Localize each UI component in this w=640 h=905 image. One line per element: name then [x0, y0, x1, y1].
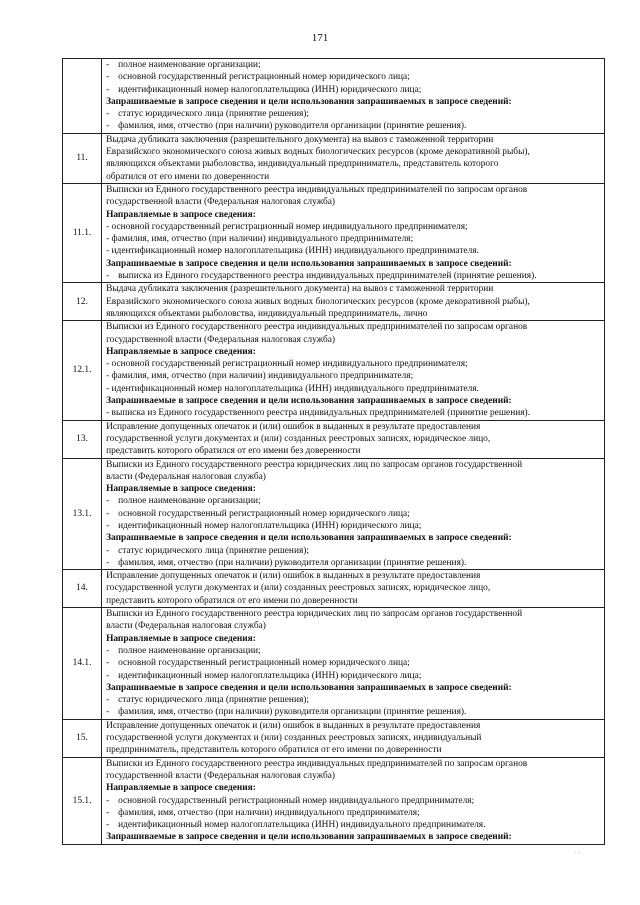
line-text: - основной государственный регистрационный номер индивидуального предпринимателя; — [106, 359, 468, 370]
table-row — [63, 183, 605, 282]
text-line — [106, 545, 600, 557]
table-row — [63, 283, 605, 321]
line-text: - фамилия, имя, отчество (при наличии) индивидуального предпринимателя; — [106, 371, 414, 382]
text-line — [106, 233, 600, 245]
text-line — [106, 694, 600, 706]
line-text: фамилия, имя, отчество (при наличии) руководителя организации (принятие решения). — [118, 707, 467, 718]
line-text: государственной услуги документах и (или) созданных реестровых записях, юридическое лицо, — [106, 583, 491, 594]
text-line — [106, 84, 600, 96]
line-text: Исправление допущенных опечаток и (или) ошибок в выданных в результате предоставления — [106, 421, 481, 432]
table-row — [63, 59, 605, 134]
line-text: Евразийского экономического союза живых водных биологических ресурсов (кроме декоративной рыбы), — [106, 147, 530, 158]
line-text: выписка из Единого государственного реестра индивидуальных предпринимателей (принятие решения). — [118, 271, 537, 282]
scan-artifact: . . — [574, 846, 580, 855]
section-heading — [106, 782, 600, 794]
section-heading — [106, 682, 600, 694]
line-text: государственной власти (Федеральная налоговая служба) — [106, 770, 336, 781]
line-text: Евразийского экономического союза живых водных биологических ресурсов (кроме декоративной рыбы), — [106, 296, 530, 307]
text-line — [106, 582, 600, 594]
line-text: основной государственный регистрационный номер индивидуального предпринимателя; — [118, 795, 475, 806]
text-line — [106, 570, 600, 582]
line-text: власти (Федеральная налоговая служба) — [106, 471, 266, 482]
text-line — [106, 108, 600, 120]
section-heading — [106, 209, 600, 221]
row-number: 13.1. — [63, 458, 102, 570]
section-heading — [106, 395, 600, 407]
row-description — [102, 420, 605, 458]
bullet-dash: - — [106, 84, 110, 95]
line-text: Направляемые в запросе сведения: — [106, 783, 256, 794]
text-line — [106, 421, 600, 433]
section-heading — [106, 633, 600, 645]
line-text: фамилия, имя, отчество (при наличии) руководителя организации (принятие решения). — [118, 557, 467, 568]
line-text: Выписки из Единого государственного реестра индивидуальных предпринимателей по запросам органов — [106, 758, 528, 769]
row-description — [102, 183, 605, 282]
text-line — [106, 807, 600, 819]
text-line — [106, 383, 600, 395]
bullet-dash: - — [106, 72, 110, 83]
text-line — [106, 471, 600, 483]
text-line — [106, 433, 600, 445]
line-text: Запрашиваемые в запросе сведения и цели использования запрашиваемых в запросе сведений: — [106, 396, 512, 407]
page-number: 171 — [311, 32, 329, 44]
line-text: фамилия, имя, отчество (при наличии) индивидуального предпринимателя; — [118, 807, 420, 818]
text-line — [106, 732, 600, 744]
table-row — [63, 321, 605, 420]
text-line — [106, 795, 600, 807]
line-text: основной государственный регистрационный номер юридического лица; — [118, 658, 410, 669]
text-line — [106, 196, 600, 208]
line-text: статус юридического лица (принятие решения); — [118, 695, 310, 706]
table-row — [63, 420, 605, 458]
row-number: 13. — [63, 420, 102, 458]
row-description — [102, 719, 605, 757]
text-line — [106, 321, 600, 333]
line-text: полное наименование организации; — [118, 60, 261, 70]
text-line — [106, 283, 600, 295]
text-line — [106, 744, 600, 756]
text-line — [106, 445, 600, 457]
text-line — [106, 520, 600, 532]
bullet-dash: - — [106, 795, 110, 806]
line-text: основной государственный регистрационный номер юридического лица; — [118, 508, 410, 519]
line-text: Выписки из Единого государственного реестра юридических лиц по запросам органов государственной — [106, 459, 523, 470]
text-line — [106, 657, 600, 669]
row-number: 12.1. — [63, 321, 102, 420]
line-text: - основной государственный регистрационный номер индивидуального предпринимателя; — [106, 221, 468, 232]
section-heading — [106, 831, 600, 843]
row-description — [102, 608, 605, 720]
line-text: государственной власти (Федеральная налоговая служба) — [106, 197, 336, 208]
row-number: 12. — [63, 283, 102, 321]
line-text: Направляемые в запросе сведения: — [106, 209, 256, 220]
text-line — [106, 495, 600, 507]
line-text: идентификационный номер налогоплательщика (ИНН) юридического лица; — [118, 84, 422, 95]
text-line — [106, 645, 600, 657]
line-text: Выписки из Единого государственного реестра юридических лиц по запросам органов государственной — [106, 609, 523, 620]
text-line — [106, 120, 600, 132]
text-line — [106, 59, 600, 71]
line-text: государственной услуги документах и (или) созданных реестровых записях, индивидуальный — [106, 733, 482, 744]
row-number: 15. — [63, 719, 102, 757]
table-row — [63, 570, 605, 608]
line-text: обратился от его имени по доверенности — [106, 171, 270, 182]
text-line — [106, 706, 600, 718]
text-line — [106, 308, 600, 320]
line-text: фамилия, имя, отчество (при наличии) руководителя организации (принятие решения). — [118, 121, 467, 132]
bullet-dash: - — [106, 695, 110, 706]
line-text: идентификационный номер налогоплательщика (ИНН) юридического лица; — [118, 520, 422, 531]
bullet-dash: - — [106, 707, 110, 718]
bullet-dash: - — [106, 508, 110, 519]
text-line — [106, 720, 600, 732]
line-text: Направляемые в запросе сведения: — [106, 346, 256, 357]
text-line — [106, 670, 600, 682]
text-line — [106, 245, 600, 257]
row-number: 14.1. — [63, 608, 102, 720]
text-line — [106, 370, 600, 382]
section-heading — [106, 346, 600, 358]
section-heading — [106, 532, 600, 544]
line-text: основной государственный регистрационный номер юридического лица; — [118, 72, 410, 83]
text-line — [106, 620, 600, 632]
line-text: являющихся объектами рыболовства, индивидуальный предприниматель, представитель которого — [106, 159, 499, 170]
bullet-dash: - — [106, 545, 110, 556]
bullet-dash: - — [106, 271, 110, 282]
row-number: 11. — [63, 133, 102, 183]
line-text: предприниматель, представитель которого обратился от его имени по доверенности — [106, 745, 442, 756]
row-number: 14. — [63, 570, 102, 608]
line-text: Запрашиваемые в запросе сведения и цели использования запрашиваемых в запросе сведений: — [106, 682, 512, 693]
text-line — [106, 296, 600, 308]
bullet-dash: - — [106, 670, 110, 681]
line-text: представить которого обратился от его имени без доверенности — [106, 446, 361, 457]
services-table — [62, 58, 605, 845]
row-description — [102, 283, 605, 321]
line-text: идентификационный номер налогоплательщика (ИНН) индивидуального предпринимателя. — [118, 820, 486, 831]
line-text: - выписка из Единого государственного реестра индивидуальных предпринимателей (принятие решения). — [106, 408, 531, 419]
line-text: Исправление допущенных опечаток и (или) ошибок в выданных в результате предоставления — [106, 571, 481, 582]
line-text: Запрашиваемые в запросе сведения и цели использования запрашиваемых в запросе сведений: — [106, 832, 512, 843]
bullet-dash: - — [106, 807, 110, 818]
row-description — [102, 570, 605, 608]
table-body — [63, 59, 605, 845]
text-line — [106, 158, 600, 170]
line-text: власти (Федеральная налоговая служба) — [106, 621, 266, 632]
line-text: Выдача дубликата заключения (разрешительного документа) на вывоз с таможенной территории — [106, 134, 494, 145]
text-line — [106, 508, 600, 520]
bullet-dash: - — [106, 496, 110, 507]
text-line — [106, 134, 600, 146]
table-row — [63, 757, 605, 844]
bullet-dash: - — [106, 60, 110, 70]
row-description — [102, 458, 605, 570]
line-text: Выдача дубликата заключения (разрешительного документа) на вывоз с таможенной территории — [106, 284, 494, 295]
row-description — [102, 321, 605, 420]
line-text: - идентификационный номер налогоплательщика (ИНН) индивидуального предпринимателя. — [106, 246, 479, 257]
line-text: представить которого обратился от его имени по доверенности — [106, 595, 358, 606]
row-description — [102, 59, 605, 134]
text-line — [106, 146, 600, 158]
line-text: статус юридического лица (принятие решения); — [118, 109, 310, 120]
row-description — [102, 757, 605, 844]
table-row — [63, 458, 605, 570]
text-line — [106, 407, 600, 419]
section-heading — [106, 258, 600, 270]
line-text: статус юридического лица (принятие решения); — [118, 545, 310, 556]
line-text: Направляемые в запросе сведения: — [106, 633, 256, 644]
line-text: Направляемые в запросе сведения: — [106, 484, 256, 495]
line-text: Выписки из Единого государственного реестра индивидуальных предпринимателей по запросам органов — [106, 322, 528, 333]
section-heading — [106, 483, 600, 495]
row-number — [63, 59, 102, 134]
text-line — [106, 819, 600, 831]
bullet-dash: - — [106, 109, 110, 120]
line-text: - фамилия, имя, отчество (при наличии) индивидуального предпринимателя; — [106, 234, 414, 245]
line-text: Запрашиваемые в запросе сведения и цели использования запрашиваемых в запросе сведений: — [106, 533, 512, 544]
bullet-dash: - — [106, 820, 110, 831]
text-line — [106, 595, 600, 607]
text-line — [106, 221, 600, 233]
line-text: Запрашиваемые в запросе сведения и цели использования запрашиваемых в запросе сведений: — [106, 258, 512, 269]
bullet-dash: - — [106, 557, 110, 568]
text-line — [106, 358, 600, 370]
text-line — [106, 270, 600, 282]
table-row — [63, 133, 605, 183]
line-text: - идентификационный номер налогоплательщика (ИНН) индивидуального предпринимателя. — [106, 383, 479, 394]
table-row — [63, 608, 605, 720]
row-number: 11.1. — [63, 183, 102, 282]
text-line — [106, 557, 600, 569]
bullet-dash: - — [106, 520, 110, 531]
text-line — [106, 770, 600, 782]
text-line — [106, 334, 600, 346]
text-line — [106, 758, 600, 770]
text-line — [106, 459, 600, 471]
row-number: 15.1. — [63, 757, 102, 844]
line-text: Запрашиваемые в запросе сведения и цели использования запрашиваемых в запросе сведений: — [106, 96, 512, 107]
row-description — [102, 133, 605, 183]
table-row — [63, 719, 605, 757]
bullet-dash: - — [106, 658, 110, 669]
text-line — [106, 71, 600, 83]
section-heading — [106, 96, 600, 108]
text-line — [106, 184, 600, 196]
line-text: Исправление допущенных опечаток и (или) ошибок в выданных в результате предоставления — [106, 720, 481, 731]
line-text: идентификационный номер налогоплательщика (ИНН) юридического лица; — [118, 670, 422, 681]
line-text: полное наименование организации; — [118, 496, 261, 507]
bullet-dash: - — [106, 121, 110, 132]
line-text: являющихся объектами рыболовства, индивидуальный предприниматель, лично — [106, 308, 428, 319]
text-line — [106, 608, 600, 620]
bullet-dash: - — [106, 645, 110, 656]
line-text: государственной услуги документах и (или) созданных реестровых записях, юридическое лицо, — [106, 433, 491, 444]
line-text: Выписки из Единого государственного реестра индивидуальных предпринимателей по запросам органов — [106, 184, 528, 195]
line-text: полное наименование организации; — [118, 645, 261, 656]
line-text: государственной власти (Федеральная налоговая служба) — [106, 334, 336, 345]
text-line — [106, 171, 600, 183]
